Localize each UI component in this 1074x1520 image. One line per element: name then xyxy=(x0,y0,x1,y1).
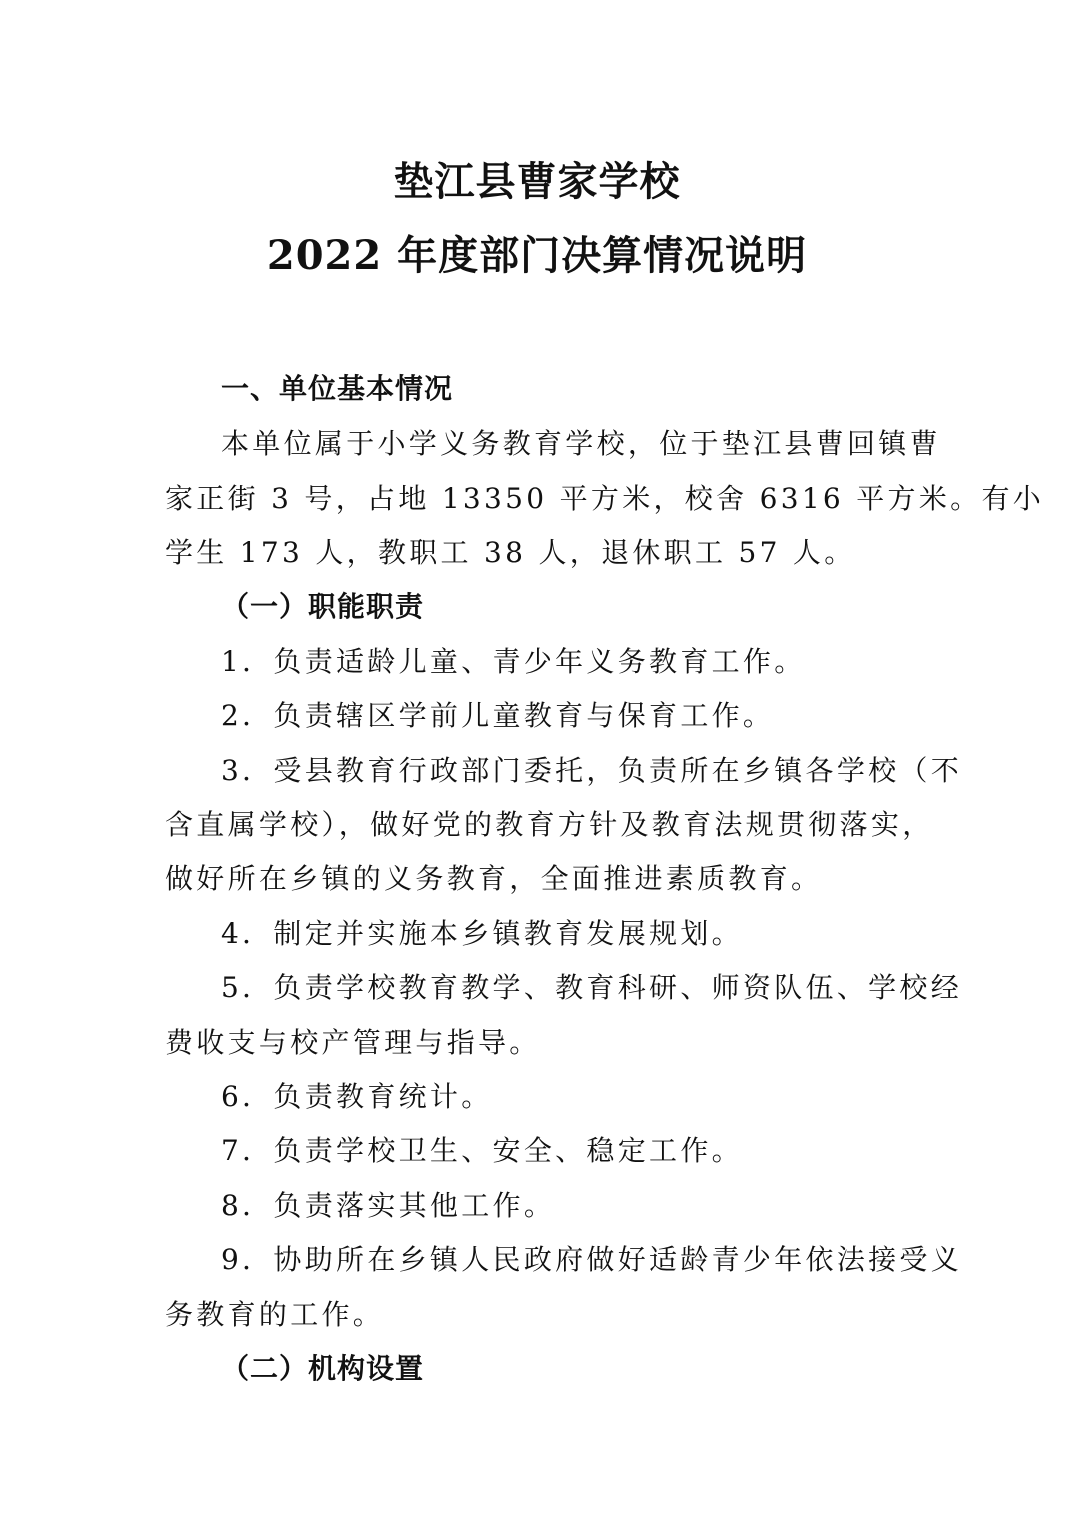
paragraph-line: 家正街 3 号，占地 13350 平方米，校舍 6316 平方米。有小 xyxy=(165,482,1045,515)
duty-item-5: 5．负责学校教育教学、教育科研、师资队伍、学校经 xyxy=(221,971,963,1004)
subsection-heading-duties: （一）职能职责 xyxy=(221,590,425,623)
duty-item-7: 7．负责学校卫生、安全、稳定工作。 xyxy=(221,1134,743,1167)
duty-item-3-cont: 做好所在乡镇的义务教育，全面推进素质教育。 xyxy=(165,862,823,895)
duty-item-2: 2．负责辖区学前儿童教育与保育工作。 xyxy=(221,699,775,732)
duty-item-9: 9．协助所在乡镇人民政府做好适龄青少年依法接受义 xyxy=(221,1243,963,1276)
duty-item-3: 3．受县教育行政部门委托，负责所在乡镇各学校（不 xyxy=(221,754,963,787)
paragraph-line: 学生 173 人，教职工 38 人，退休职工 57 人。 xyxy=(165,536,856,569)
section-heading-basic-info: 一、单位基本情况 xyxy=(221,372,454,405)
duty-item-6: 6．负责教育统计。 xyxy=(221,1080,493,1113)
duty-item-9-cont: 务教育的工作。 xyxy=(165,1298,385,1331)
document-title-line2: 2022 年度部门决算情况说明 xyxy=(266,232,808,279)
duty-item-4: 4．制定并实施本乡镇教育发展规划。 xyxy=(221,917,743,950)
duty-item-1: 1．负责适龄儿童、青少年义务教育工作。 xyxy=(221,645,806,678)
duty-item-3-cont: 含直属学校），做好党的教育方针及教育法规贯彻落实， xyxy=(165,808,934,841)
duty-item-8: 8．负责落实其他工作。 xyxy=(221,1189,556,1222)
document-title-line1: 垫江县曹家学校 xyxy=(393,158,681,205)
duty-item-5-cont: 费收支与校产管理与指导。 xyxy=(165,1026,541,1059)
subsection-heading-organization: （二）机构设置 xyxy=(221,1352,425,1385)
paragraph-line: 本单位属于小学义务教育学校，位于垫江县曹回镇曹 xyxy=(221,427,941,460)
